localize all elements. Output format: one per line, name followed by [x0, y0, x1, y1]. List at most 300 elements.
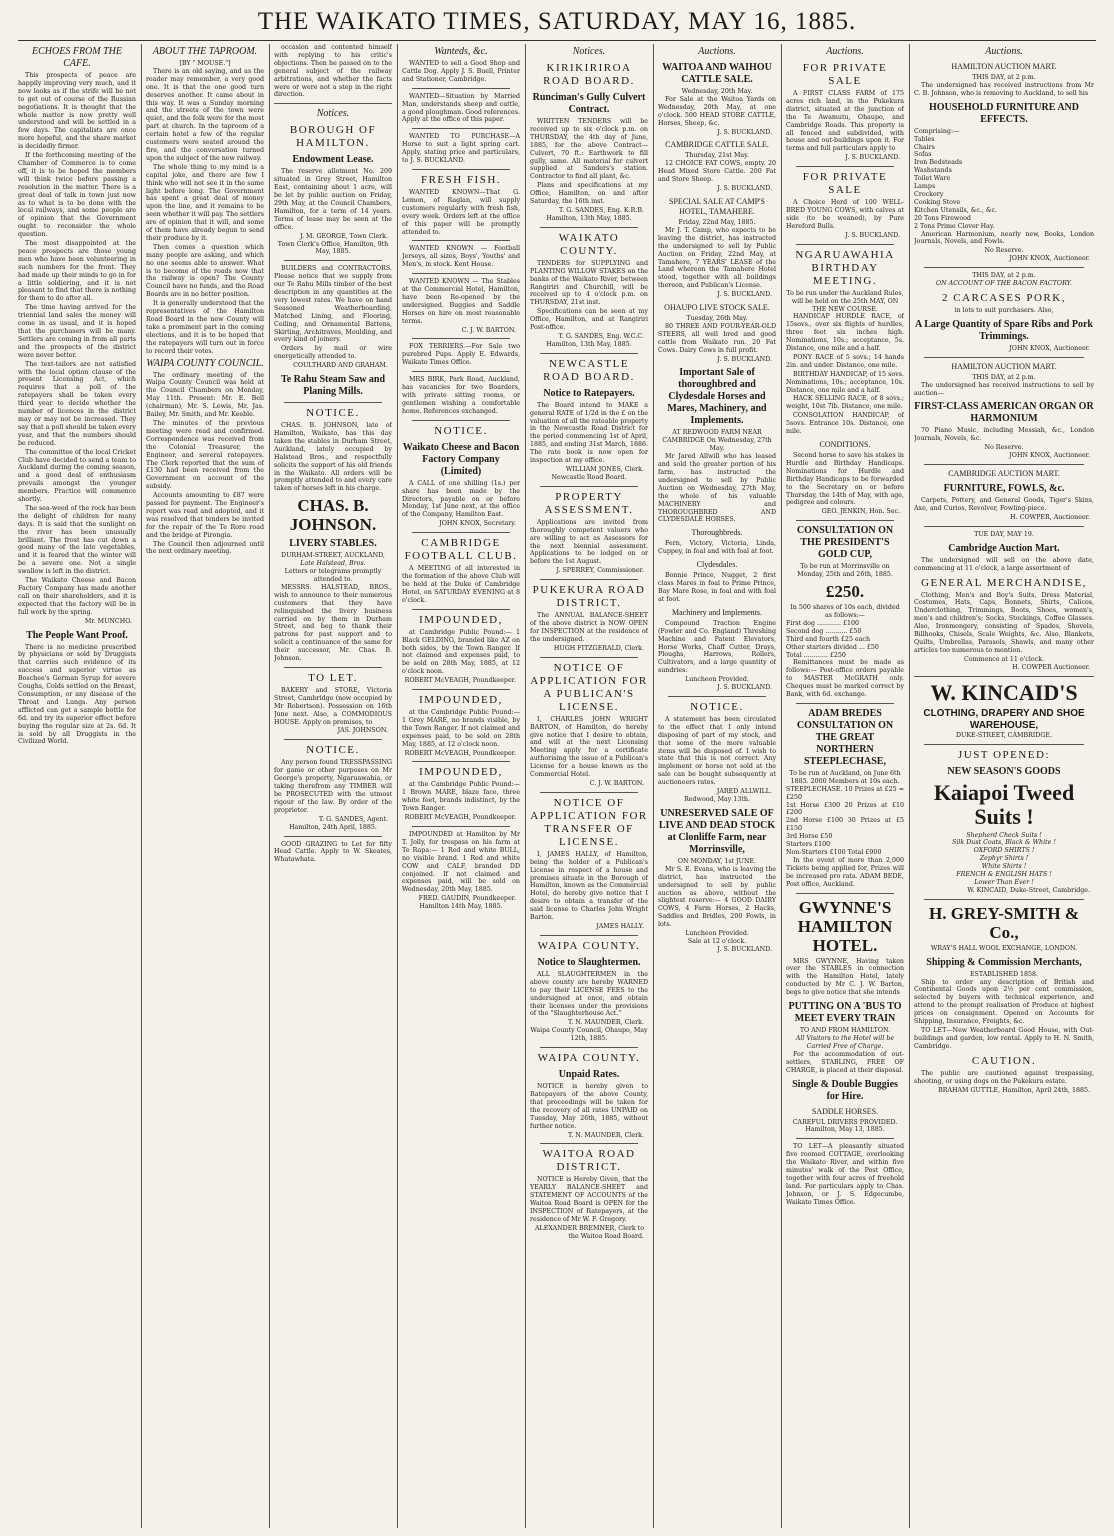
signature: J. S. BUCKLAND.	[845, 154, 900, 162]
paragraph: The undersigned will sell on the above date, commencing at 11 o'clock, a large assortment of	[914, 556, 1094, 572]
paragraph: Ship to order any description of British and Continental Goods upon 2½ per cent commission, selected by buyers with technical experience, and attend to the prompt realisation of Produce at highest prices on consignment. Opened on Accounts for Shipping, Insurance, Freights, &c.	[914, 978, 1094, 1026]
caps-heading: WAIKATO COUNTY.	[558, 231, 620, 257]
paragraph: Orders by mail or wire energetically attended to.	[274, 345, 392, 361]
caps-heading: IMPOUNDED,	[419, 694, 503, 707]
signature: C. J. W. BARTON.	[589, 779, 644, 787]
paragraph: A Choice Herd of 100 WELL-BRED YOUNG COWS, with calves at side (to be weaned), by Pure Hereford Bulls.	[786, 199, 904, 230]
column-6	[658, 44, 776, 1528]
centered-line: ON MONDAY, 1st JUNE.	[677, 857, 757, 865]
centered-line: DURHAM-STREET, AUCKLAND,	[281, 552, 385, 560]
bold-heading: CONSULTATION ON THE PRESIDENT'S GOLD CUP,	[796, 525, 894, 561]
column-1	[18, 44, 136, 1528]
bold-heading: Waikato Cheese and Bacon Factory Company (Limited)	[402, 441, 520, 477]
centered-line: To be run at Morrinsville on Monday, 25th and 26th, 1885.	[797, 563, 893, 579]
caps-heading: WAIPA COUNTY.	[537, 939, 641, 952]
paragraph: at the Cambridge Public Pound:— 1 Brown MARE, blaze face, three white feet, brands indistinct, by the Town Ranger.	[402, 781, 520, 813]
column-rule	[796, 893, 894, 894]
centered-line: THIS DAY, at 2 p.m.	[972, 74, 1036, 81]
column-4	[402, 44, 520, 1528]
centered-line: [BY " MOUSE."]	[179, 60, 231, 67]
column-rule	[924, 744, 1084, 745]
paragraph: BAKERY and STORE, Victoria Street, Cambridge (now occupied by Mr Robertson). Possession on 16th June next. Also, a COMMODIOUS HOUSE. Apply on premises, to	[274, 686, 392, 726]
column-rule	[540, 486, 638, 487]
centered-line: Hamilton, 13th May, 1885.	[546, 340, 632, 348]
column-rule	[668, 696, 766, 697]
paragraph: 70 Piano Music, including Messiah, &c., London Journals, Novels, &c.	[914, 427, 1094, 443]
paragraph: I, JAMES HALLY, of Hamilton, being the holder of a Publican's License in respect of a house and premises situate in the Borough of Hamilton, known as the Commercial Hotel, do hereby give notice that I desire to obtain a transfer of the said license to Charles John Wright Barton.	[530, 850, 648, 922]
paragraph: FOX TERRIERS.—For Sale two purebred Pups. Apply E. Edwards, Waikato Times Office.	[402, 343, 520, 367]
bold-heading: Endowment Lease.	[292, 154, 374, 166]
centered-line: WRAY'S HALL WOOL EXCHANGE, LONDON.	[930, 944, 1078, 952]
box-heading: CLOTHING, DRAPERY AND SHOE WAREHOUSE,	[923, 707, 1085, 731]
paragraph: The ordinary meeting of the Waipa County Council was held at the Council Chambers on Monday, May 11th. Present: Mr. E. Bell (chairman), Mr. S. Lewis, Mr. Jas. Bailey, Mr. Smith, and Mr. Keeble.	[146, 371, 264, 419]
signature: HUGH FITZGERALD, Clerk.	[553, 644, 644, 652]
centered-line: Newcastle Road Board.	[551, 473, 627, 481]
column-rule	[412, 532, 510, 533]
signature: J. S. BUCKLAND.	[717, 684, 772, 692]
paragraph: WANTED—Situation by Married Man, understands sheep and cattle, a good ploughman. Good references. Apply at the office of this paper.	[402, 92, 520, 124]
paragraph: CHAS. B. JOHNSON, late of Hamilton, Waikato, has this day taken the stables in Durham Street, Auckland, lately occupied by Halstead Bros., and respectfully solicits the support of his old friends in the Waikato. All orders will be promptly attended to and every care taken of horses left in his charge.	[274, 422, 392, 493]
centered-line: No Reserve.	[984, 444, 1024, 452]
column-rule	[540, 227, 638, 228]
paragraph: MESSRS. HALSTEAD, BROS., wish to announce to their numerous customers that they have relinquished the livery business carried on by them in Durham Street, and beg to thank their patrons for past support and to solicit a continuance of the same for their successor, Mr. Chas. B. Johnson.	[274, 583, 392, 663]
signature: ROBERT McVEAGH, Poundkeeper.	[404, 677, 516, 685]
column-rule	[412, 609, 510, 610]
signature: JOHN KNOX, Auctioneer.	[1009, 344, 1090, 352]
paragraph: The sea-weed of the rock has been the delight of children for many days. It is said that the sunlight on the river has been unusually brilliant. The frost has cut down a good many of the late vegetables, and it is feared that the winter will be a severe one. Not a single swallow is left in the district.	[18, 504, 136, 576]
paragraph: The whole thing to my mind is a capital joke, and there are few I think who will not see it in the same light before long. The Government has spent a great deal of money upon the line, and it remains to be seen whether it will pay. The settlers are of opinion that it will, and some of them have already begun to send their produce by it.	[146, 163, 264, 242]
paragraph: The Waikato Cheese and Bacon Factory Company has made another call on their shareholders, and it is expected that the factory will be in full work by the spring.	[18, 577, 136, 616]
section-heading: Auctions.	[826, 46, 864, 57]
centered-line: Letters or telegrams promptly attended to.	[284, 568, 382, 583]
caps-heading: FRESH FISH.	[420, 173, 502, 186]
paragraph: Then comes a question which many people are asking, and which no one seems able to answer. What is to become of the roads now that the railway is open? The County Council have no funds, and the Road Boards are in no better position.	[146, 243, 264, 299]
column-rule	[412, 273, 510, 274]
paragraph: A CALL of one shilling (1s.) per share has been made by the Directors, payable on or before Monday, 1st June next, at the office of the Company, Hamilton East.	[402, 479, 520, 519]
signature: J. S. BUCKLAND.	[845, 231, 900, 239]
column-2	[146, 44, 264, 1528]
centered-line: Hamilton 14th May, 1885.	[419, 903, 503, 911]
centered-line: THIS DAY, at 2 p.m.	[972, 373, 1036, 381]
sub-heading: Clydesdales.	[696, 560, 738, 570]
paragraph: WANTED TO PURCHASE—A Horse to suit a light spring cart. Apply, stating price and particulars, to J. S. BUCKLAND.	[402, 133, 520, 165]
bold-heading: Important Sale of thoroughbred and Clydesdale Horses and Mares, Machinery, and Implements.	[667, 367, 767, 427]
column-rule	[412, 689, 510, 690]
section-heading: WAIPA COUNTY COUNCIL.	[146, 357, 264, 369]
italic-line: Zephyr Shirts !	[979, 855, 1029, 863]
signature: J. S. BUCKLAND.	[717, 945, 772, 953]
column-rule	[540, 353, 638, 354]
column-rule	[540, 1143, 638, 1144]
italic-line: White Shirts !	[981, 863, 1027, 871]
paragraph: MRS GWYNNE, Having taken over the STABLES in connection with the Hamilton Hotel, lately conducted by Mr C. J. W. Barton, begs to give notice that she intends	[786, 957, 904, 997]
caps-heading: JUST OPENED:	[957, 748, 1051, 761]
paragraph: Mr S. E. Evans, who is leaving the district, has instructed the undersigned to sell by public auction as above, without the slightest reserve:— 4 GOOD DAIRY COWS, 4 Farm Horses, 2 Hacks, Saddles and Bridles, 200 Fowls, in lots.	[658, 865, 776, 929]
caps-heading: IMPOUNDED,	[419, 766, 503, 779]
column-rule	[924, 267, 1084, 268]
paragraph: The most disappointed at the peace prospects are those young men who have been volunteering in such numbers for the front. They had made up their minds to go in for a little soldiering, and it is not pleasant to find that there is nothing for them to do after all.	[18, 240, 136, 303]
section-heading: Auctions.	[698, 46, 736, 57]
signature: J. S. BUCKLAND.	[717, 185, 772, 193]
display-heading: H. GREY-SMITH & Co.,	[928, 903, 1080, 942]
column-rule	[924, 899, 1084, 900]
signature: T. N. MAUNDER, Clerk.	[568, 1019, 644, 1027]
paragraph: A MEETING of all interested in the formation of the above Club will be held at the Duke of Cambridge Hotel, on SATURDAY EVENING at 8 o'clock.	[402, 565, 520, 604]
bold-heading: Cambridge Auction Mart.	[948, 542, 1060, 554]
paragraph: HACK SELLING RACE, of 8 sovs.; weight, 10st 7lb. Distance, one mile.	[786, 395, 904, 411]
centered-line: TO AND FROM HAMILTON.	[799, 1027, 891, 1035]
column-rule	[412, 88, 510, 89]
display-heading: £250.	[825, 582, 865, 602]
paragraph: The undersigned has received instructions from Mr C. B. Johnson, who is removing to Auckland, to sell his	[914, 81, 1094, 97]
signature: J. S. BUCKLAND.	[717, 128, 772, 136]
paragraph: I, CHARLES JOHN WRIGHT BARTON, of Hamilton, do hereby give notice that I desire to obtain, and will at the next Licensing Meeting apply for a certificate authorising the issue of a Publican's License for a house known as the Commercial Hotel.	[530, 715, 648, 779]
column-rule	[796, 520, 894, 521]
paragraph: Any person found TRESSPASSING for game or other purposes on Mr George's property, Ngaruawahia, or taking therefrom any TIMBER will be PROSECUTED with the utmost rigour of the law. By order of the proprietor.	[274, 759, 392, 814]
centered-line: Wednesday, 20th May.	[681, 88, 753, 95]
signature: Mr. MUNCHO.	[84, 617, 132, 625]
bold-heading: UNRESERVED SALE OF LIVE AND DEAD STOCK at Clonliffe Farm, near Morrinsville,	[658, 807, 776, 855]
line-list: Comprising:— Tables Chairs Sofas Iron Bedsteads Washstands Toilet Ware Lamps Crockery Cooking Stove Kitchen Utensils, &c., &c. 20 Tons Firewood 2 Tons Prime Clover Hay.	[914, 127, 997, 230]
paragraph: WRITTEN TENDERS will be received up to six o'clock p.m. on THURSDAY, the 4th day of June, 1885, for the above Contract—Culvert, 70 ft.: Earthwork to fill gully, same. All material for culvert supplied at Sanders's station. Contractor to find all plant, &c.	[530, 118, 648, 181]
section-heading: Notices.	[316, 108, 350, 120]
caps-heading: PUKEKURA ROAD DISTRICT.	[532, 584, 646, 610]
paragraph: Second horse to save his stakes in Hurdle and Birthday Handicaps. Nominations for Hurdle and Birthday Handicaps to be forwarded to the Secretary on or before Thursday, the 14th of May, with age, pedigree and colours.	[786, 452, 904, 507]
bold-heading: Te Rahu Steam Saw and Planing Mills.	[280, 374, 386, 398]
signature: J. S. BUCKLAND.	[717, 355, 772, 363]
signature: GEO. JENKIN, Hon. Sec.	[821, 508, 900, 516]
column-rule	[924, 464, 1084, 465]
bold-heading: Shipping & Commission Merchants,	[926, 956, 1082, 968]
italic-line: Shepherd Check Suits !	[966, 831, 1042, 839]
centered-line: Friday, 22nd May, 1885.	[678, 218, 756, 226]
paragraph: Compound Traction Engine (Fowler and Co. England) Threshing Machine and Patent Elevators, Horse Works, Chaff Cutter, Drays, Ploughs, Harrows, Rollers, Cultivators, and a large quantity of sundries.	[658, 619, 776, 675]
paragraph: For the accommodation of out-settlers, STABLING, FREE OF CHARGE, is placed at their disposal.	[786, 1050, 904, 1074]
centered-line: Thursday, 21st May.	[685, 152, 749, 160]
paragraph: Specifications can be seen at my Office, Hamilton, and at Rangiriri Post-office.	[530, 308, 648, 332]
bold-heading: Notice to Ratepayers.	[543, 387, 635, 399]
paragraph: It is generally understood that the representatives of the Hamilton Road Board in the new County will take a prominent part in the coming elections, and it is to be hoped that the ratepayers will turn out in force to record their votes.	[146, 300, 264, 355]
italic-line: Lower Than Ever !	[974, 878, 1034, 886]
column-rule	[540, 935, 638, 936]
sub-heading: CAMBRIDGE CATTLE SALE.	[665, 140, 769, 150]
line-list: STEEPLECHASE. 10 Prizes at £25 = £250 1st Horse £300 20 Prizes at £10 £200 2nd Horse £100 30 Prizes at £5 £150 3rd Horse £50 Starters £100 Non-Starters £100 Total £900	[786, 785, 904, 856]
caps-heading: KIRIKIRIROA ROAD BOARD.	[543, 62, 635, 87]
centered-line: Luncheon Provided.	[685, 676, 749, 684]
paragraph: For Sale at the Waitoa Yards on Wednesday, 20th May, at one o'clock. 500 HEAD STORE CATTLE, Horses, Sheep, &c.	[658, 95, 776, 127]
paragraph: WANTED to sell a Good Shop and Cattle Dog. Apply J. S. Buell, Printer and Stationer, Cambridge.	[402, 60, 520, 83]
caps-heading: PROPERTY ASSESSMENT.	[544, 490, 634, 516]
bold-heading: FIRST-CLASS AMERICAN ORGAN OR HARMONIUM	[914, 401, 1094, 425]
section-heading: Notices.	[572, 46, 606, 57]
bold-heading: FURNITURE, FOWLS, &c.	[943, 483, 1065, 495]
caps-heading: FOR PRIVATE SALE	[802, 62, 888, 87]
bold-heading: A Large Quantity of Spare Ribs and Pork Trimmings.	[915, 318, 1093, 342]
paragraph: Carpets, Pottery, and General Goods, Tiger's Skins, Axe, and Curios, Revolver, Fowling-piece.	[914, 497, 1094, 512]
paragraph: Mr J. T. Camp, who expects to be leaving the district, has instructed the undersigned to sell by Public Auction on Friday, 22nd May, at Tamahere, 7 YEARS' LEASE of the Land whereon the Tamahere Hotel stood, together with all buildings thereon, and Publican's License.	[658, 226, 776, 290]
paragraph: BIRTHDAY HANDICAP, of 15 sovs. Nominations, 10s.; acceptance, 10s. Distance, one mile and a half.	[786, 370, 904, 394]
paragraph: WANTED KNOWN — The Stables at the Commercial Hotel, Hamilton, have been Re-opened by the undersigned. Buggies and Saddle Horses on hire on most reasonable terms.	[402, 278, 520, 325]
signature: COULTHARD AND GRAHAM.	[293, 362, 388, 370]
centered-line: CAREFUL DRIVERS PROVIDED. Hamilton, May 13, 1885.	[792, 1118, 898, 1134]
paragraph: Applications are invited from thoroughly competent valuers who are willing to act as Assessors for the next biennial assessment. Applications to be lodged on or before the 1st August.	[530, 518, 648, 566]
paragraph: WANTED KNOWN — Football Jerseys, all sizes, Boys', Youths' and Men's, in stock. Kent House.	[402, 245, 520, 269]
centered-line: To be run at Auckland, on June 6th 1885. 2000 Members at 10s each.	[789, 769, 901, 785]
caps-heading: IMPOUNDED,	[419, 613, 503, 626]
paragraph: Bonnie Prince, Nugget, 2 first class Mares in foal to Prime Prince, Bay Mare Rose, in foal and with foal at foot.	[658, 572, 776, 603]
paragraph: at the Cambridge Public Pound:— 1 Grey MARE, no brands visible, by the Town Ranger. If not claimed and expenses paid, to be sold on 28th May, 1885, at 12 o'clock noon.	[402, 709, 520, 748]
centered-line: AT REDWOOD FARM NEAR CAMBRIDGE On Wednesday, 27th May.	[662, 429, 772, 453]
column-rule	[284, 836, 382, 837]
paragraph: Accounts amounting to £87 were passed for payment. The Engineer's report was read and adopted, and it was resolved that tenders be invited for the repair of the Te Rore road and the bridge at Pirongia.	[146, 492, 264, 539]
sub-heading: HAMILTON AUCTION MART.	[951, 62, 1057, 71]
paragraph: Plans and specifications at my Office, Hamilton, on and after Saturday, the 16th inst.	[530, 182, 648, 206]
paragraph: MRS BIRK, Park Road, Auckland, has vacancies for two Boarders, with private sitting rooms, or gentlemen wishing a comfortable home. References exchanged.	[402, 376, 520, 415]
paragraph: The public are cautioned against trespassing, shooting, or using dogs on the Pukekura estate.	[914, 1069, 1094, 1085]
column-divider	[909, 44, 910, 1528]
column-3	[274, 44, 392, 1528]
bold-heading: Runciman's Gully Culvert Contract.	[532, 92, 646, 115]
display-heading: Kaiapoi Tweed Suits !	[933, 779, 1075, 829]
column-rule	[284, 667, 382, 668]
centered-line: THIS DAY, at 2 p.m.	[972, 272, 1036, 280]
bold-heading: Single & Double Buggies for Hire.	[792, 1078, 898, 1102]
signature: H. COWPER Auctioneer.	[1012, 663, 1090, 671]
column-7	[786, 44, 904, 1528]
signature: ROBERT McVEAGH, Poundkeeper.	[404, 814, 516, 822]
paragraph: TO LET—New Weatherboard Good House, with Out-buildings and garden, low rental. Apply to H. N. Smith, Cambridge.	[914, 1027, 1094, 1050]
centered-line: No Reserve.	[984, 247, 1024, 255]
caps-heading: TO LET.	[308, 671, 358, 684]
centered-line: Luncheon Provided.	[685, 930, 749, 938]
column-rule	[924, 357, 1084, 358]
signature: ALEXANDER BREMNER, Clerk to the Waitoa Road Board.	[535, 1224, 644, 1240]
paragraph: This prospects of peace are happily improving very much, and it now looks as if the strife will be not to get out of course of the Russian negotiations. It is thought that the whole matter is now pretty well understood and will be settled in a few days. The capitalists are once more hopeful, and the share market is decidedly firmer.	[18, 72, 136, 151]
caps-heading: WAIPA COUNTY.	[537, 1052, 641, 1065]
paragraph: The undersigned has received instructions to sell by auction—	[914, 381, 1094, 397]
sub-heading: Machinery and Implements.	[672, 607, 762, 617]
column-divider	[653, 44, 654, 1528]
signature: JOHN KNOX, Auctioneer.	[1009, 255, 1090, 263]
signature: T. G. SANDES, Eng. K.R.B.	[559, 206, 644, 214]
centered-line: Commence at 11 o'clock.	[963, 655, 1045, 663]
paragraph: TENDERS for SUPPLYING and PLANTING WILLOW STAKES on the banks of the Waikato River, between Rangiriri and Churchill, will be received up to 4 o'clock p.m. on THURSDAY, 21st inst.	[530, 259, 648, 307]
signature: T. G. SANDES, Eng. W.C.C.	[558, 332, 644, 340]
column-rule	[412, 240, 510, 241]
sub-heading: CONDITIONS.	[819, 440, 871, 449]
paragraph: In the event of more than 2,000 Tickets being applied for, Prizes will be increased pro rata. ADAM BEDE, Post office, Auckland.	[786, 856, 904, 888]
bold-heading: The People Want Proof.	[26, 629, 128, 641]
column-rule	[914, 676, 1094, 677]
column-rule	[412, 128, 510, 129]
column-rule	[796, 1138, 894, 1139]
paragraph: The text-tailors are not satisfied with the local option clause of the present Licensing Act, which requires that a poll of the ratepayers shall be taken every third year to decide whether the number of licences in the district may or may not be increased. They say that a poll should be taken every year, and that the numbers should be reduced.	[18, 360, 136, 447]
caps-heading: CAUTION.	[971, 1054, 1037, 1067]
italic-line: Silk Dust Coats, Black & White !	[952, 839, 1056, 847]
signature: H. COWPER, Auctioneer.	[1010, 513, 1090, 521]
paragraph: There is an old saying, and as the reader may remember, a very good one. It is that the one good turn deserves another. It came about in this way. It was a Sunday morning and the streets of the town were quiet, and the folk were for the most part at church. In the taproom of a certain hotel a few of the regular customers were seated around the fire, and the conversation turned upon the subject of the new railway.	[146, 67, 264, 162]
paragraph: WANTED KNOWN—That G. Lemon, of Raglan, will supply customers regularly with fresh fish, every week. Orders left at the office of this paper will be promptly attended to.	[402, 188, 520, 236]
centered-line: To be run under the Auckland Rules, will be held on the 25th MAY, ON THE NEW COURSE.	[786, 289, 904, 313]
caps-heading: NEWCASTLE ROAD BOARD.	[543, 357, 635, 383]
sub-heading: Thoroughbreds.	[691, 528, 743, 538]
signature: ROBERT McVEAGH, Poundkeeper.	[404, 749, 516, 757]
centered-line: Hamilton, 24th April, 1885.	[289, 823, 377, 831]
column-rule	[540, 579, 638, 580]
paragraph: PONY RACE of 5 sovs.; 14 hands 2in. and under. Distance, one mile.	[786, 353, 904, 369]
paragraph: The reserve allotment No. 209 situated in Grey Street, Hamilton East, containing about 1 acre, will be let by public auction on Friday, 29th May, at the Council Chambers, Hamilton, for a term of 14 years. Terms of lease may be seen at the office.	[274, 168, 392, 231]
column-rule	[412, 169, 510, 170]
signature: JOHN KNOX, Auctioneer.	[1009, 452, 1090, 460]
column-rule	[284, 739, 382, 740]
bold-heading: HOUSEHOLD FURNITURE AND EFFECTS.	[928, 101, 1080, 125]
paragraph: American Harmonium, nearly new, Books, London Journals, Novels, and Fowls.	[914, 230, 1094, 246]
paragraph: The ANNUAL BALANCE-SHEET of the above district is NOW OPEN for INSPECTION at the residence of the undersigned.	[530, 612, 648, 643]
centered-line: Hamilton, 13th May, 1885.	[546, 214, 632, 222]
column-rule	[924, 526, 1084, 527]
column-divider	[141, 44, 142, 1528]
paragraph: If the forthcoming meeting of the Chamber of Commerce is to come off, it is to be hoped the members will think twice before passing a resolution in the matter. There is a great deal of talk in town just now as to what is to be done with the local railways, and some people are of opinion that the Government ought to reconsider the whole question.	[18, 152, 136, 239]
section-heading: Auctions.	[985, 46, 1023, 57]
centered-line: Redwood, May 13th.	[684, 796, 750, 803]
column-divider	[781, 44, 782, 1528]
column-rule	[412, 761, 510, 762]
paragraph: 80 THREE AND FOUR-YEAR-OLD STEERS, all well bred and good cattle from Waikato run. 20 Fat Cows. Dairy Cows in full profit.	[658, 322, 776, 354]
centered-line: Tuesday, 26th May.	[686, 315, 748, 323]
caps-heading: NGARUAWAHIA BIRTHDAY MEETING.	[795, 248, 895, 287]
paragraph: IMPOUNDED at Hamilton by Mr T. Jolly, for trespass on his farm at Te Rapa:— 1 Red and white BULL, no visible brand. 1 Red and white COW and CALF, branded DD conjoined. If not claimed and expenses paid, will be sold on Wednesday, 20th May, 1885.	[402, 831, 520, 894]
signature: T. G. SANDES, Agent.	[318, 815, 388, 823]
paragraph: The Board intend to MAKE a general RATE of 1/2d in the £ on the valuation of all the rateable property in the Newcastle Road District for the period commencing 1st of April, 1885, and ending 31st March, 1886. The rate book is now open for inspection at my office.	[530, 401, 648, 465]
paragraph: Fern, Victory, Victoria, Linda, Cuppey, in foal and with foal at foot.	[658, 540, 776, 556]
column-divider	[397, 44, 398, 1528]
column-divider	[269, 44, 270, 1528]
masthead-rule	[18, 40, 1096, 41]
italic-line: FRENCH & ENGLISH HATS !	[956, 871, 1052, 879]
section-heading: Wanteds, &c.	[434, 46, 488, 57]
signature: WILLIAM JONES, Clerk.	[565, 466, 644, 473]
sub-heading: SADDLE HORSES.	[811, 1106, 879, 1116]
signature: FRED. GAUDIN, Poundkeeper.	[418, 895, 516, 903]
signature: J. M. GEORGE, Town Clerk.	[300, 232, 388, 240]
paragraph: A statement has been circulated to the effect that I only intend disposing of part of my stock, and that some of the more valuable items will be disposed of. I wish to state that this is not correct. Any implement or horse not sold at the sale can be bought subsequently at auctioneers rates.	[658, 715, 776, 787]
paragraph: There is no medicine prescribed by physicians or sold by Druggists that carries such evidence of its success and superior virtue as Boschee's German Syrup for severe Coughs, Colds settled on the Breast, Consumption, or any disease of the Throat and Lungs. Any person afflicted can get a sample bottle for 6d. and try its superior effect before buying the regular size at 2s. 6d. It is sold by all Druggists in the Civilized World.	[18, 643, 136, 746]
signature: T. N. MAUNDER, Clerk.	[568, 1131, 644, 1139]
centered-line: Sale at 12 o'clock.	[687, 937, 747, 945]
column-rule	[284, 402, 382, 403]
column-rule	[540, 657, 638, 658]
centered-line: Waipa County Council, Ohaupo, May 12th, 1885.	[530, 1027, 648, 1043]
signature: J. S. BUCKLAND.	[717, 291, 772, 299]
column-rule	[796, 166, 894, 167]
caps-heading: GENERAL MERCHANDISE,	[921, 576, 1087, 589]
section-heading: ABOUT THE TAPROOM.	[152, 46, 258, 57]
bold-heading: ADAM BREDES CONSULTATION ON THE GREAT NORTHERN STEEPLECHASE,	[796, 707, 894, 767]
signature: JARED ALLWILL.	[716, 788, 772, 796]
display-heading: GWYNNE'S HAMILTON HOTEL.	[797, 897, 893, 955]
column-rule	[540, 1047, 638, 1048]
bold-heading: LIVERY STABLES.	[289, 538, 377, 550]
paragraph: The committee of the local Cricket Club have decided to send a team to Auckland during the coming season, and a good deal of enthusiasm prevails amongst the younger members. Practice will commence shortly.	[18, 448, 136, 504]
column-rule	[274, 103, 392, 104]
italic-line: OXFORD SHIRTS !	[973, 847, 1035, 855]
centered-line: Town Clerk's Office, Hamilton, 9th May, 1885.	[277, 240, 389, 256]
section-heading: ECHOES FROM THE CAFE.	[32, 46, 122, 69]
bold-heading: NEW SEASON'S GOODS	[947, 765, 1061, 777]
bold-heading: PUTTING ON A 'BUS TO MEET EVERY TRAIN	[788, 1001, 902, 1025]
sub-heading: CAMBRIDGE AUCTION MART.	[948, 469, 1060, 479]
paragraph: Clothing, Men's and Boy's Suits, Dress Material, Costumes, Hats, Caps, Bonnets, Shirts, Calicos, Underclothing, Trimmings, Boots, Shoes, women's, men's and children's; Socks, Stockings, Coffee Glasses. Also, Ironmongery, consisting of Spades, Shovels, Billhooks, Chisels, Scale Weights, &c. Also, Blankets, Quilts, Umbrellas, Parasols, Shawls, and many other articles too numerous to mention.	[914, 591, 1094, 654]
caps-heading: BOROUGH OF HAMILTON.	[289, 124, 377, 150]
column-5	[530, 44, 648, 1528]
signature: JOHN KNOX, Secretary.	[439, 520, 516, 528]
paragraph: occasion and contented himself with replying to his critic's objections. Then he passed on to the general subject of the railway arbitrations, and whether the facts were or were not a step in the right direction.	[274, 44, 392, 99]
caps-heading: NOTICE OF APPLICATION FOR A PUBLICAN'S LICENSE.	[530, 661, 648, 713]
centered-line: DUKE-STREET, CAMBRIDGE.	[956, 731, 1052, 739]
column-rule	[540, 792, 638, 793]
column-rule	[412, 420, 510, 421]
paragraph: BUILDERS and CONTRACTORS. Please notice that we supply from our Te Rahu Mills timber of the best description in any quantities at the very lowest rates. We have on hand Seasoned Weatherboarding, Matched Lining, and Flooring, Ceiling, and Ornamental Battens, Skirting, Architraves, Moulding, and every kind of joinery.	[274, 265, 392, 344]
paragraph: The Council then adjourned until the next ordinary meeting.	[146, 540, 264, 556]
caps-heading: 2 CARCASES PORK,	[942, 291, 1066, 304]
bold-heading: Notice to Slaughtermen.	[537, 956, 641, 968]
paragraph: Remittances must be made as follows:— Post-office orders payable to MASTER McGRATH only. Cheques must be marked correct by Bank, with 6d. exchange.	[786, 659, 904, 699]
display-heading: CHAS. B. JOHNSON.	[289, 496, 377, 535]
bold-heading: WAITOA AND WAIHOU CATTLE SALE.	[662, 62, 772, 85]
display-heading: W. KINCAID'S	[930, 679, 1078, 705]
caps-heading: NOTICE OF APPLICATION FOR TRANSFER OF LICENSE.	[530, 796, 648, 848]
sub-heading: SPECIAL SALE AT CAMP'S HOTEL, TAMAHERE.	[669, 196, 765, 216]
italic-line: All Visitors to the Hotel will be Carried Free of Charge.	[795, 1034, 895, 1050]
paragraph: The minutes of the previous meeting were read and confirmed. Correspondence was received from the Colonial Treasurer, the Engineer, and several ratepayers. The Clerk reported that the sum of £130 had been received from the Government on account of the subsidy.	[146, 419, 264, 491]
paragraph: GOOD GRAZING to Let for fifty Head Cattle. Apply to W. Skeates, Whatawhata.	[274, 840, 392, 864]
sub-heading: OHAUPO LIVE STOCK SALE.	[664, 303, 770, 313]
centered-line: TUE DAY, MAY 19.	[974, 530, 1034, 538]
column-rule	[412, 371, 510, 372]
paragraph: NOTICE is hereby given to Ratepayers of the above County, that proceedings will be taken for the recovery of all rates UNPAID on Tuesday, May 26th, 1885, without further notice.	[530, 1083, 648, 1130]
column-rule	[412, 826, 510, 827]
masthead: THE WAIKATO TIMES, SATURDAY, MAY 16, 1885.	[257, 8, 857, 35]
signature: J. SPERREY, Commissioner.	[556, 567, 644, 575]
paragraph: 12 CHOICE FAT COWS, empty. 20 Head Mixed Store Cattle. 200 Fat and Store Sheep.	[658, 160, 776, 184]
italic-line: Late Halstead, Bros.	[300, 560, 366, 568]
signature: JAS. JOHNSON.	[337, 727, 388, 735]
column-rule	[412, 338, 510, 339]
signature: C. J. W. BARTON.	[461, 326, 516, 334]
italic-line: ON ACCOUNT OF THE BACON FACTORY.	[936, 280, 1072, 288]
bold-heading: Unpaid Rates.	[558, 1069, 620, 1081]
paragraph: CONSOLATION HANDICAP, of 5sovs. Entrance 10s. Distance, one mile.	[786, 412, 904, 436]
paragraph: A FIRST CLASS FARM of 175 acres rich land, in the Pukekura district, situated at the junction of the Te Awamutu, Ohaupo, and Cambridge Roads. This property is all fenced and subdivided, with house and out-buildings upon it. For terms and full particulars apply to	[786, 90, 904, 153]
paragraph: TO LET—A pleasantly situated five roomed COTTAGE, overlooking the Waikato River, and within five minutes' walk of the Post Office, together with four acres of freehold land. For particulars apply to Chas. Johnson, or J. S. Edgecumbe, Waikato Times Office.	[786, 1143, 904, 1206]
centered-line: in lots to suit purchasers. Also,	[954, 306, 1054, 314]
column-rule	[284, 260, 382, 261]
centered-line: ESTABLISHED 1858.	[969, 970, 1039, 978]
signature: JAMES HALLY.	[596, 923, 644, 930]
column-divider	[525, 44, 526, 1528]
caps-heading: CAMBRIDGE FOOTBALL CLUB.	[404, 537, 518, 563]
sub-heading: HAMILTON AUCTION MART.	[951, 361, 1057, 371]
column-8	[914, 44, 1094, 1528]
caps-heading: WAITOA ROAD DISTRICT.	[542, 1148, 636, 1174]
caps-heading: NOTICE.	[690, 700, 744, 713]
centered-line: In 500 shares of 10s each, divided as follows:—	[790, 604, 900, 619]
column-rule	[796, 703, 894, 704]
caps-heading: FOR PRIVATE SALE	[802, 171, 888, 197]
paragraph: Mr Jared Allwill who has leased and sold the greater portion of his farm, has instructed the undersigned to sell by Public Auction on Wednesday, 27th May, the whole of his valuable MACHINERY and THOROUGHBRED AND CLYDESDALE HORSES.	[658, 453, 776, 524]
caps-heading: NOTICE.	[306, 407, 360, 420]
caps-heading: NOTICE.	[434, 424, 488, 437]
